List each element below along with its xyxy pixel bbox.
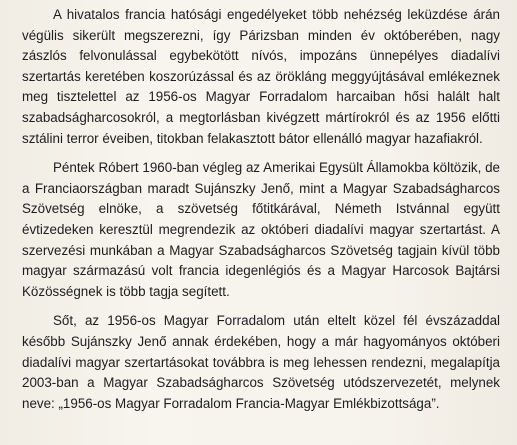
document-body (22, 5, 500, 414)
paragraph-2: Péntek Róbert 1960-ban végleg az Amerikai Egysült Államokba költözik, de a Franciaországban maradt Sujánszky Jenő, mint a Magyar Szabadságharcos Szövetség elnöke, a szövetség főtitkárával, Németh Istvánnal együtt évtizedeken keresztül megrendezik az októberi diadalívi magyar szertartást. A szervezési munkában a Magyar Szabadságharcos Szövetség tagjain kívül több magyar származású volt francia idegenlégiós és a Magyar Harcosok Bajtársi Közösségnek is több tagja segített. (22, 160, 500, 299)
paragraph-1: A hivatalos francia hatósági engedélyeket több nehézség leküzdése árán végülis sikerült megszerezni, így Párizsban minden év októberében, nagy zászlós felvonulással egybekötött nívós, impozáns ünnepélyes diadalívi szertartás keretében koszorúzással és az örökláng meggyújtásával emlékeznek meg tisztelettel az 1956-os Magyar Forradalom harcaiban hősi halált halt szabadságharcosokról, a megtorlásban kivégzett mártírokról és az 1956 előtti sztálini terror éveiben, titokban felakasztott bátor ellenálló magyar hazafiakról. (22, 7, 500, 146)
paragraph-spacer (22, 149, 500, 158)
paragraph-3: Sőt, az 1956-os Magyar Forradalom után eltelt közel fél évszázaddal később Sujánszky Jenő annak érdekében, hogy a már hagyományos októberi diadalívi magyar szertartásokat továbbra is meg lehessen rendezni, megalapítja 2003-ban a Magyar Szabadságharcos Szövetség utódszervezetét, melynek neve: „1956-os Magyar Forradalom Francia-Magyar Emlékbizottsága”. (22, 313, 500, 411)
paragraph-spacer (22, 302, 500, 311)
